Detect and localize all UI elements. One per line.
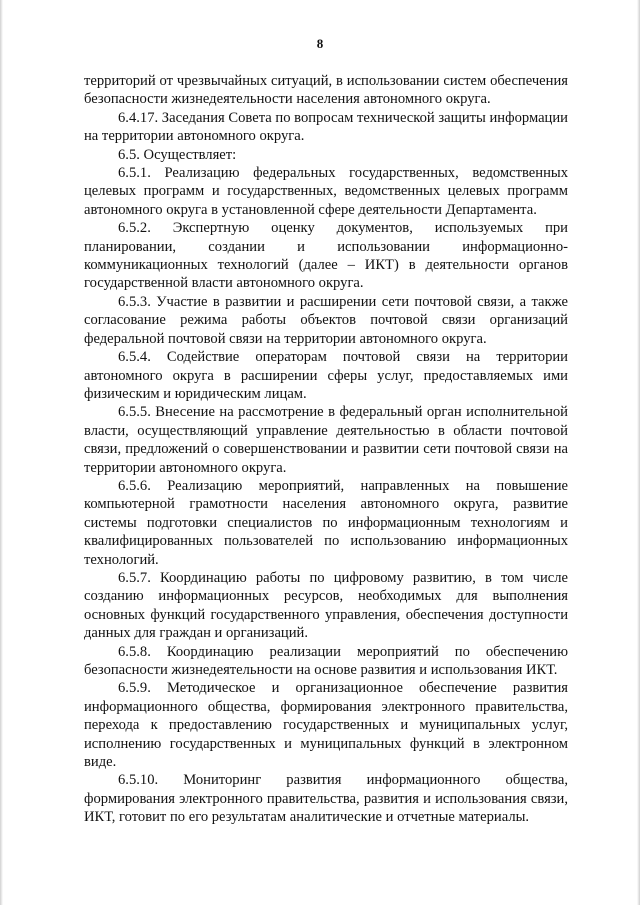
paragraph-6-5-6: 6.5.6. Реализацию мероприятий, направленных на повышение компьютерной грамотности населения автономного округа, развитие системы подготовки специалистов по информационным технологиям и квалифицированных пользователей по использованию информационных технологий. [84, 477, 568, 568]
paragraph-6-5-1: 6.5.1. Реализацию федеральных государственных, ведомственных целевых программ и государственных, ведомственных целевых программ автономного округа в установленной сфере деятельности Департамента. [84, 165, 568, 218]
scan-edge-left [0, 0, 3, 905]
paragraph-6-5-5: 6.5.5. Внесение на рассмотрение в федеральный орган исполнительной власти, осуществляющий управление деятельностью в области почтовой связи, предложений о совершенствовании и развитии сети почтовой связи на территории автономного округа. [84, 404, 568, 476]
paragraph-continuation: территорий от чрезвычайных ситуаций, в использовании систем обеспечения безопасности жизнедеятельности населения автономного округа. [84, 73, 568, 108]
paragraph-6-5-3: 6.5.3. Участие в развитии и расширении сети почтовой связи, а также согласование режима работы объектов почтовой связи организаций федеральной почтовой связи на территории автономного округа. [84, 293, 568, 347]
paragraph-6-5: 6.5. Осуществляет: [118, 146, 237, 163]
document-body [84, 72, 568, 827]
paragraph-6-5-8: 6.5.8. Координацию реализации мероприятий по обеспечению безопасности жизнедеятельности на основе развития и использования ИКТ. [84, 643, 568, 678]
paragraph-6-4-17: 6.4.17. Заседания Совета по вопросам технической защиты информации на территории автономного округа. [84, 109, 568, 145]
paragraph-6-5-4: 6.5.4. Содействие операторам почтовой связи на территории автономного округа в расширении сферы услуг, предоставляемых ими физическим и юридическим лицам. [84, 349, 568, 402]
paragraph-6-5-9: 6.5.9. Методическое и организационное обеспечение развития информационного общества, формирования электронного правительства, перехода к предоставлению государственных и муниципальных услуг, исполнению государственных и муниципальных функций в электронном виде. [84, 680, 568, 771]
paragraph-6-5-10: 6.5.10. Мониторинг развития информационного общества, формирования электронного правительства, развития и использования связи, ИКТ, готовит по его результатам аналитические и отчетные материалы. [84, 772, 568, 826]
paragraph-6-5-7: 6.5.7. Координацию работы по цифровому развитию, в том числе созданию информационных ресурсов, необходимых для выполнения основных функций государственного управления, обеспечения доступности данных для граждан и организаций. [84, 569, 568, 642]
page-number: 8 [316, 36, 324, 51]
paragraph-6-5-2: 6.5.2. Экспертную оценку документов, используемых при планировании, создании и использовании информационно-коммуникационных технологий (далее – ИКТ) в деятельности органов государственной власти автономного округа. [84, 220, 568, 292]
